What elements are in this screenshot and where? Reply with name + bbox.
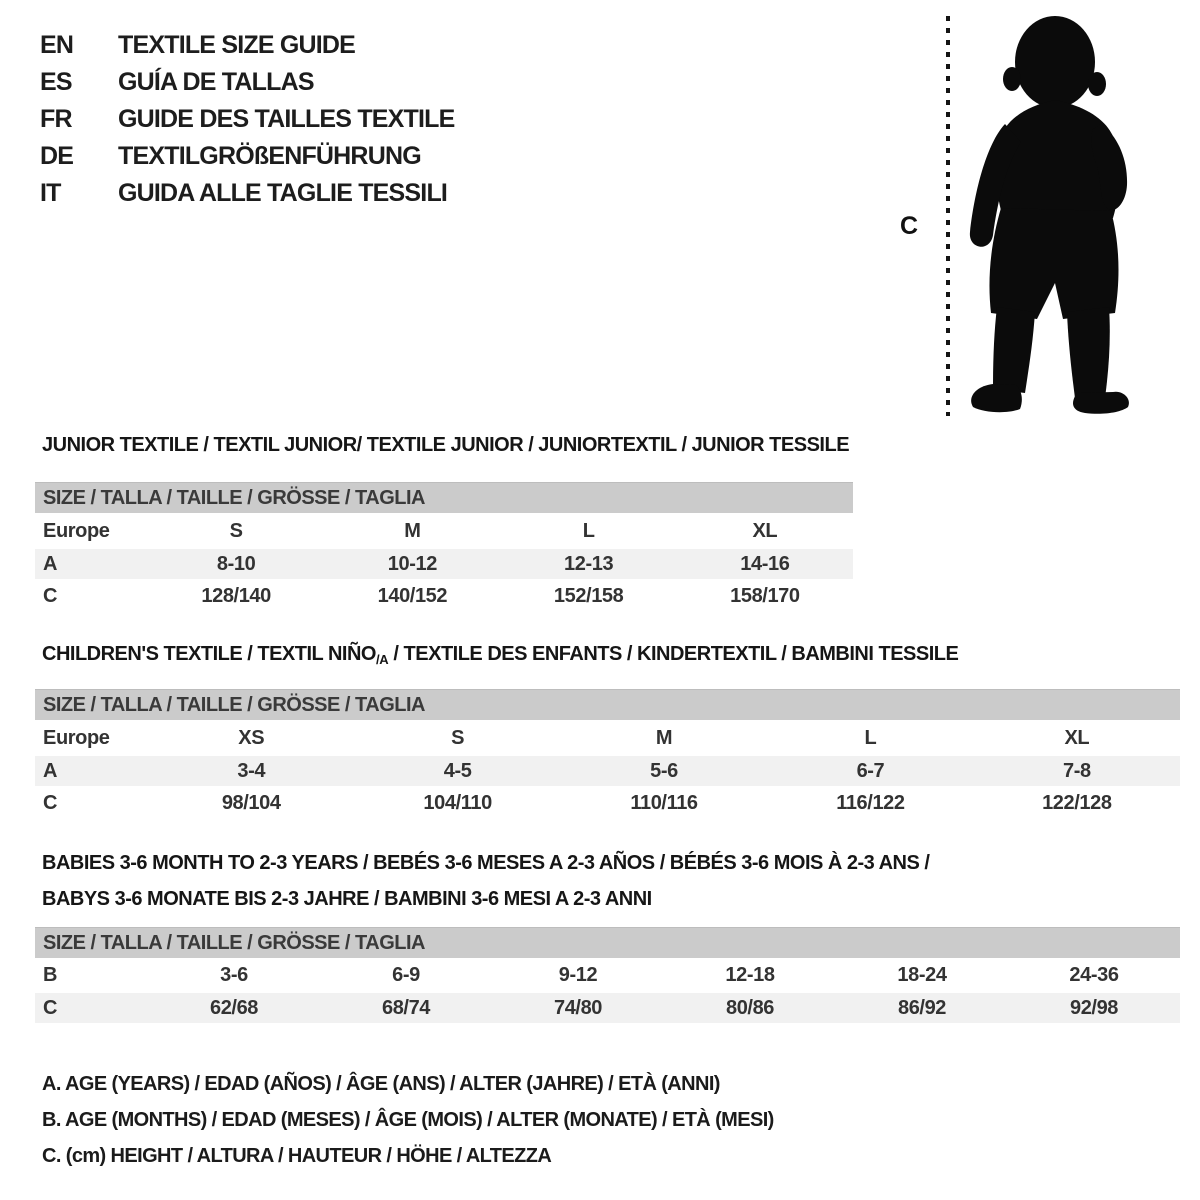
children-title-subscript: /A [375, 652, 389, 667]
table-cell: L [864, 726, 877, 749]
table-cell: 86/92 [897, 996, 947, 1019]
table-cell: XL [1064, 726, 1090, 749]
table-cell: S [229, 519, 243, 542]
language-code: EN [40, 31, 74, 59]
language-row-es [40, 64, 455, 101]
table-cell: 68/74 [381, 996, 431, 1019]
table-cell: 92/98 [1069, 996, 1119, 1019]
table-cell: 18-24 [897, 964, 947, 986]
row-label: A [43, 759, 58, 782]
language-code: FR [40, 105, 72, 133]
junior-size-table [35, 482, 853, 613]
table-cell: 158/170 [730, 584, 800, 607]
table-cell: S [451, 726, 465, 749]
babies-section-title-line1: BABIES 3-6 MONTH TO 2-3 YEARS / BEBÉS 3-6 MESES A 2-3 AÑOS / BÉBÉS 3-6 MOIS À 2-3 ANS / [42, 852, 930, 874]
height-measure-label: C [900, 212, 918, 240]
legend-line-b: B. AGE (MONTHS) / EDAD (MESES) / ÂGE (MOIS) / ALTER (MONATE) / ETÀ (MESI) [42, 1109, 774, 1131]
table-cell: 3-4 [237, 759, 266, 782]
babies-section-title-line2: BABYS 3-6 MONATE BIS 2-3 JAHRE / BAMBINI 3-6 MESI A 2-3 ANNI [42, 888, 652, 910]
table-cell: 4-5 [443, 759, 472, 782]
baby-silhouette-icon [963, 12, 1141, 422]
guide-title-fr: GUIDE DES TAILLES TEXTILE [118, 105, 455, 133]
table-cell: 110/116 [630, 791, 698, 814]
table-cell: 122/128 [1042, 791, 1112, 814]
table-cell: 8-10 [216, 552, 256, 575]
language-code: DE [40, 142, 74, 170]
table-cell: L [582, 519, 595, 542]
junior-row-europe [35, 513, 853, 549]
guide-title-de: TEXTILGRÖßENFÜHRUNG [118, 142, 421, 170]
row-label: A [43, 552, 58, 575]
table-cell: 6-7 [856, 759, 885, 782]
row-label: C [43, 996, 58, 1019]
children-title-text: / TEXTILE DES ENFANTS / KINDERTEXTIL / BAMBINI TESSILE [388, 643, 959, 665]
children-size-table [35, 689, 1180, 820]
junior-row-height [35, 579, 853, 613]
table-cell: 152/158 [553, 584, 624, 607]
guide-title-it: GUIDA ALLE TAGLIE TESSILI [118, 179, 448, 207]
children-row-height [35, 786, 1180, 820]
table-cell: 9-12 [558, 964, 598, 986]
table-cell: 104/110 [423, 791, 492, 814]
table-cell: 24-36 [1069, 964, 1119, 986]
table-cell: 6-9 [392, 964, 420, 986]
babies-row-height [35, 993, 1180, 1023]
measurement-legend [42, 1066, 774, 1174]
table-cell: 7-8 [1062, 759, 1091, 782]
babies-row-months [35, 958, 1180, 993]
table-cell: XL [752, 519, 778, 542]
children-row-age [35, 756, 1180, 786]
table-cell: M [404, 519, 421, 542]
table-cell: 62/68 [209, 996, 259, 1019]
table-cell: M [655, 726, 673, 749]
table-cell: 128/140 [201, 584, 271, 607]
guide-title-es: GUÍA DE TALLAS [118, 68, 314, 96]
table-cell: 98/104 [221, 791, 281, 814]
children-table-size-header: SIZE / TALLA / TAILLE / GRÖSSE / TAGLIA [35, 689, 1180, 720]
children-row-europe [35, 720, 1180, 756]
language-row-de [40, 138, 455, 175]
legend-line-c: C. (cm) HEIGHT / ALTURA / HAUTEUR / HÖHE / ALTEZZA [42, 1145, 552, 1167]
guide-title-en: TEXTILE SIZE GUIDE [118, 31, 356, 59]
row-label: Europe [43, 726, 110, 749]
junior-table-size-header: SIZE / TALLA / TAILLE / GRÖSSE / TAGLIA [35, 482, 853, 513]
table-cell: 10-12 [387, 552, 437, 575]
table-cell: 14-16 [740, 552, 790, 575]
table-cell: 12-13 [564, 552, 614, 575]
language-row-fr [40, 101, 455, 138]
row-label: C [43, 584, 58, 607]
table-cell: 74/80 [553, 996, 603, 1019]
table-cell: 140/152 [377, 584, 448, 607]
language-title-list [40, 27, 455, 212]
junior-row-age [35, 549, 853, 579]
language-row-en [40, 27, 455, 64]
table-cell: XS [238, 726, 265, 749]
babies-size-table [35, 927, 1180, 1023]
row-label: Europe [43, 519, 110, 542]
language-code: IT [40, 179, 61, 207]
children-section-title [42, 643, 958, 667]
babies-table-size-header: SIZE / TALLA / TAILLE / GRÖSSE / TAGLIA [35, 927, 1180, 958]
table-cell: 3-6 [220, 964, 248, 986]
children-title-text: CHILDREN'S TEXTILE / TEXTIL NIÑO [42, 643, 376, 665]
legend-line-a: A. AGE (YEARS) / EDAD (AÑOS) / ÂGE (ANS) / ALTER (JAHRE) / ETÀ (ANNI) [42, 1073, 720, 1095]
junior-section-title: JUNIOR TEXTILE / TEXTIL JUNIOR/ TEXTILE JUNIOR / JUNIORTEXTIL / JUNIOR TESSILE [42, 434, 850, 456]
language-code: ES [40, 68, 72, 96]
table-cell: 116/122 [836, 791, 905, 814]
table-cell: 80/86 [725, 996, 775, 1019]
row-label: B [43, 964, 58, 986]
table-cell: 5-6 [650, 759, 678, 782]
language-row-it [40, 175, 455, 212]
height-dashed-line [946, 16, 950, 416]
table-cell: 12-18 [725, 964, 775, 986]
row-label: C [43, 791, 58, 814]
